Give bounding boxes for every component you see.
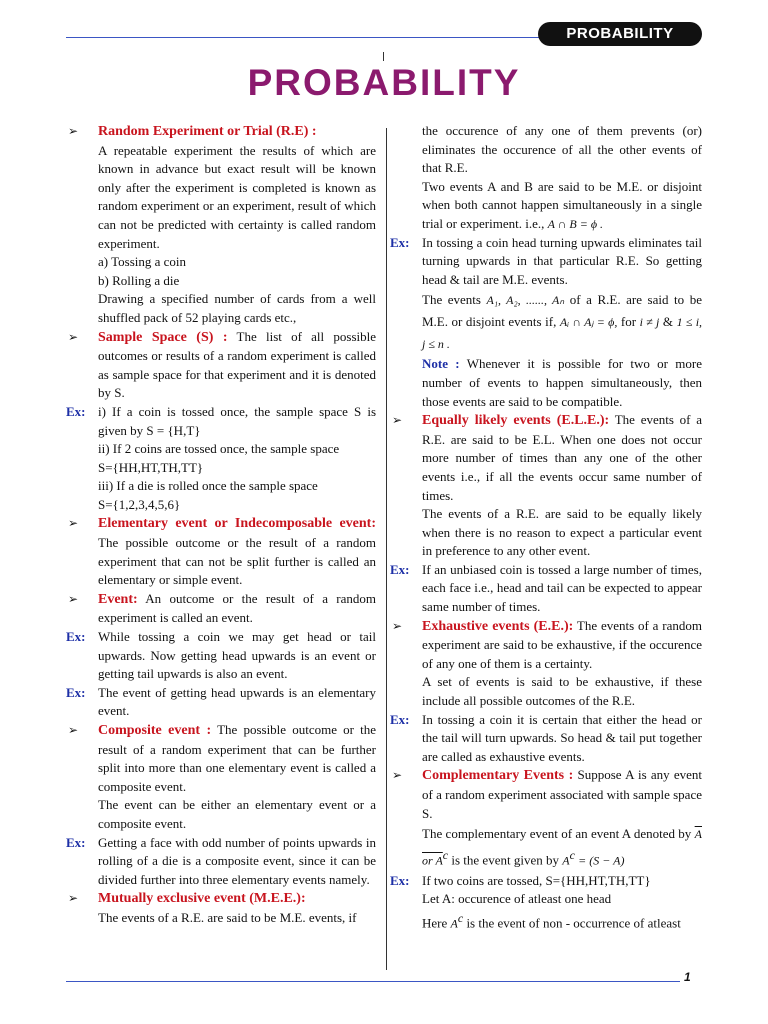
list-item	[66, 122, 376, 328]
paragraph: Whenever it is possible for two or more number of events to happen simultaneously, then those events are said to be compatible.	[422, 356, 702, 409]
paragraph	[422, 909, 702, 933]
paragraph: iii) If a die is rolled once the sample space	[98, 478, 318, 494]
footer-rule	[66, 981, 680, 982]
continued-item	[390, 122, 702, 234]
formula: A or A	[422, 827, 702, 868]
page-title: PROBABILITY	[247, 62, 521, 103]
arrow-bullet-icon: ➢	[392, 768, 403, 783]
paragraph: The event of getting head upwards is an elementary event.	[98, 684, 376, 719]
text: of a R.E. are said to be M.E. or disjoint events if,	[422, 292, 703, 330]
arrow-bullet-icon: ➢	[392, 413, 403, 428]
paragraph: Suppose A is any event of a random experiment associated with sample space S.	[422, 767, 703, 821]
formula: = (S − A)	[578, 853, 625, 868]
list-item	[66, 590, 376, 628]
term-heading: Equally likely events (E.L.E.):	[422, 413, 610, 429]
formula: 1 ≤ i, j ≤ n .	[422, 315, 703, 352]
formula: A	[450, 916, 458, 931]
paragraph: The possible outcome or the result of a random experiment that can be further split into more than one elementary event is called a composite event.	[98, 722, 377, 794]
example-item	[390, 561, 702, 617]
paragraph	[422, 823, 702, 871]
formula: A₁, A₂, ......, Aₙ	[486, 293, 565, 308]
paragraph: S={HH,HT,TH,TT}	[98, 459, 204, 475]
list-item	[390, 411, 702, 561]
note	[422, 355, 702, 411]
list-item	[66, 328, 376, 403]
example-label: Ex:	[390, 872, 410, 888]
formula: c	[457, 910, 464, 925]
paragraph: b) Rolling a die	[98, 272, 180, 288]
paragraph: The events of a random experiment are said to be exhaustive, if the occurence of any one of them is a certainty.	[422, 617, 702, 671]
list-item	[66, 514, 376, 589]
term-heading: Event:	[98, 591, 138, 607]
example-label: Ex:	[390, 234, 410, 250]
paragraph: The list of all possible outcomes or results of a random experiment is called as sample space for that experiment and it is denoted by S.	[98, 328, 376, 401]
formula: A ∩ B = ϕ .	[547, 216, 604, 231]
example-item	[66, 834, 376, 890]
example-label: Ex:	[66, 834, 86, 850]
list-item	[390, 766, 702, 871]
paragraph: Getting a face with odd number of points upwards in rolling of a die is a composite event, since it can be divided further into three elementary events namely.	[98, 834, 376, 887]
note-label: Note :	[422, 356, 460, 372]
arrow-bullet-icon: ➢	[68, 124, 79, 138]
arrow-bullet-icon: ➢	[68, 891, 79, 906]
text: Two events A and B are said to be M.E. or disjoint when both cannot happen simultaneously in a single trial or experiment. i.e.,	[422, 178, 702, 231]
paragraph: ii) If 2 coins are tossed once, the sample space	[98, 441, 340, 457]
formula: i ≠ j	[639, 315, 660, 330]
paragraph: A set of events is said to be exhaustive, if these include all possible outcomes of the R.E.	[422, 674, 702, 709]
arrow-bullet-icon: ➢	[68, 723, 79, 737]
paragraph: The events of a R.E. are said to be E.L. When one does not occur more number of times than any one of the other events i.e., if all the events occur same number of times.	[422, 412, 703, 503]
arrow-bullet-icon: ➢	[68, 516, 79, 531]
paragraph: The possible outcome or the result of a random experiment that can not be split further is called an elementary or simple event.	[98, 535, 376, 588]
list-item	[66, 889, 376, 927]
example-item	[66, 403, 376, 515]
paragraph: the occurence of any one of them prevents (or) eliminates the occurence of all the other events of that R.E.	[422, 123, 702, 176]
term-heading: Sample Space (S) :	[98, 329, 228, 345]
arrow-bullet-icon: ➢	[68, 591, 79, 606]
example-item	[390, 872, 702, 933]
formula: c	[569, 848, 575, 863]
arrow-bullet-icon: ➢	[392, 618, 403, 633]
formula: c	[442, 848, 449, 863]
paragraph	[422, 289, 702, 355]
list-item	[390, 617, 702, 711]
term-heading: Complementary Events :	[422, 768, 574, 784]
page-number: 1	[684, 970, 691, 984]
paragraph: Drawing a specified number of cards from a well shuffled pack of 52 playing cards etc.,	[98, 291, 376, 325]
header-rule	[66, 37, 586, 38]
right-column	[390, 122, 702, 933]
example-label: Ex:	[66, 403, 86, 419]
text: Here	[422, 915, 448, 931]
paragraph: Let A: occurence of atleast one head	[422, 891, 612, 907]
term-heading: Random Experiment or Trial (R.E) :	[98, 124, 317, 139]
example-item	[66, 628, 376, 684]
text: is the event of non - occurrence of atleast	[466, 915, 681, 931]
paragraph: If two coins are tossed, S={HH,HT,TH,TT}	[422, 872, 651, 888]
left-column	[66, 122, 376, 928]
paragraph: S={1,2,3,4,5,6}	[98, 496, 181, 512]
example-item	[390, 234, 702, 412]
paragraph: The event can be either an elementary event or a composite event.	[98, 797, 376, 831]
list-item	[66, 721, 376, 834]
term-heading: Mutually exclusive event (M.E.E.):	[98, 891, 306, 907]
formula: A	[562, 853, 570, 868]
column-divider	[386, 128, 387, 970]
text: is the event given by	[451, 852, 559, 868]
paragraph: While tossing a coin we may get head or tail upwards. Now getting head upwards is an event or getting tail upwards is also an event.	[98, 629, 376, 682]
paragraph	[422, 178, 702, 234]
chapter-badge: PROBABILITY	[538, 22, 702, 46]
paragraph: The events of a R.E. are said to be M.E. events, if	[98, 909, 357, 925]
paragraph: i) If a coin is tossed once, the sample space S is given by S = {H,T}	[98, 403, 376, 438]
text: for	[620, 314, 637, 330]
term-heading: Elementary event or Indecomposable event:	[98, 516, 376, 532]
formula: Aᵢ ∩ Aⱼ = ϕ,	[559, 315, 618, 330]
example-label: Ex:	[66, 684, 86, 700]
example-label: Ex:	[390, 561, 410, 577]
center-tick	[383, 52, 384, 61]
paragraph: In tossing a coin head turning upwards eliminates tail turning upwards in that particular R.E. So getting head & tail are M.E. events.	[422, 234, 702, 287]
example-label: Ex:	[390, 711, 410, 727]
text: &	[662, 314, 674, 330]
paragraph: In tossing a coin it is certain that either the head or the tail will turn upwards. So head & tail put together are called as exhaustive events.	[422, 711, 702, 764]
example-item	[390, 711, 702, 767]
term-heading: Exhaustive events (E.E.):	[422, 618, 574, 634]
text: The events	[422, 292, 481, 308]
term-heading: Composite event :	[98, 723, 212, 738]
paragraph: a) Tossing a coin	[98, 254, 187, 270]
example-label: Ex:	[66, 629, 86, 645]
paragraph: An outcome or the result of a random experiment is called an event.	[98, 590, 376, 626]
example-item	[66, 684, 376, 721]
text: The complementary event of an event A denoted by	[422, 826, 692, 842]
paragraph: A repeatable experiment the results of which are known in advance but exact result will be known only after the experiment is completed is known as random experiment or an experiment, result of which can not be predicted with certainty is called random experiment.	[98, 142, 376, 251]
arrow-bullet-icon: ➢	[68, 329, 79, 344]
paragraph: The events of a R.E. are said to be equally likely when there is no reason to expect a particular event in preference to any other event.	[422, 506, 702, 559]
paragraph: If an unbiased coin is tossed a large number of times, each face i.e., head and tail can be expected to appear same number of times.	[422, 561, 702, 615]
